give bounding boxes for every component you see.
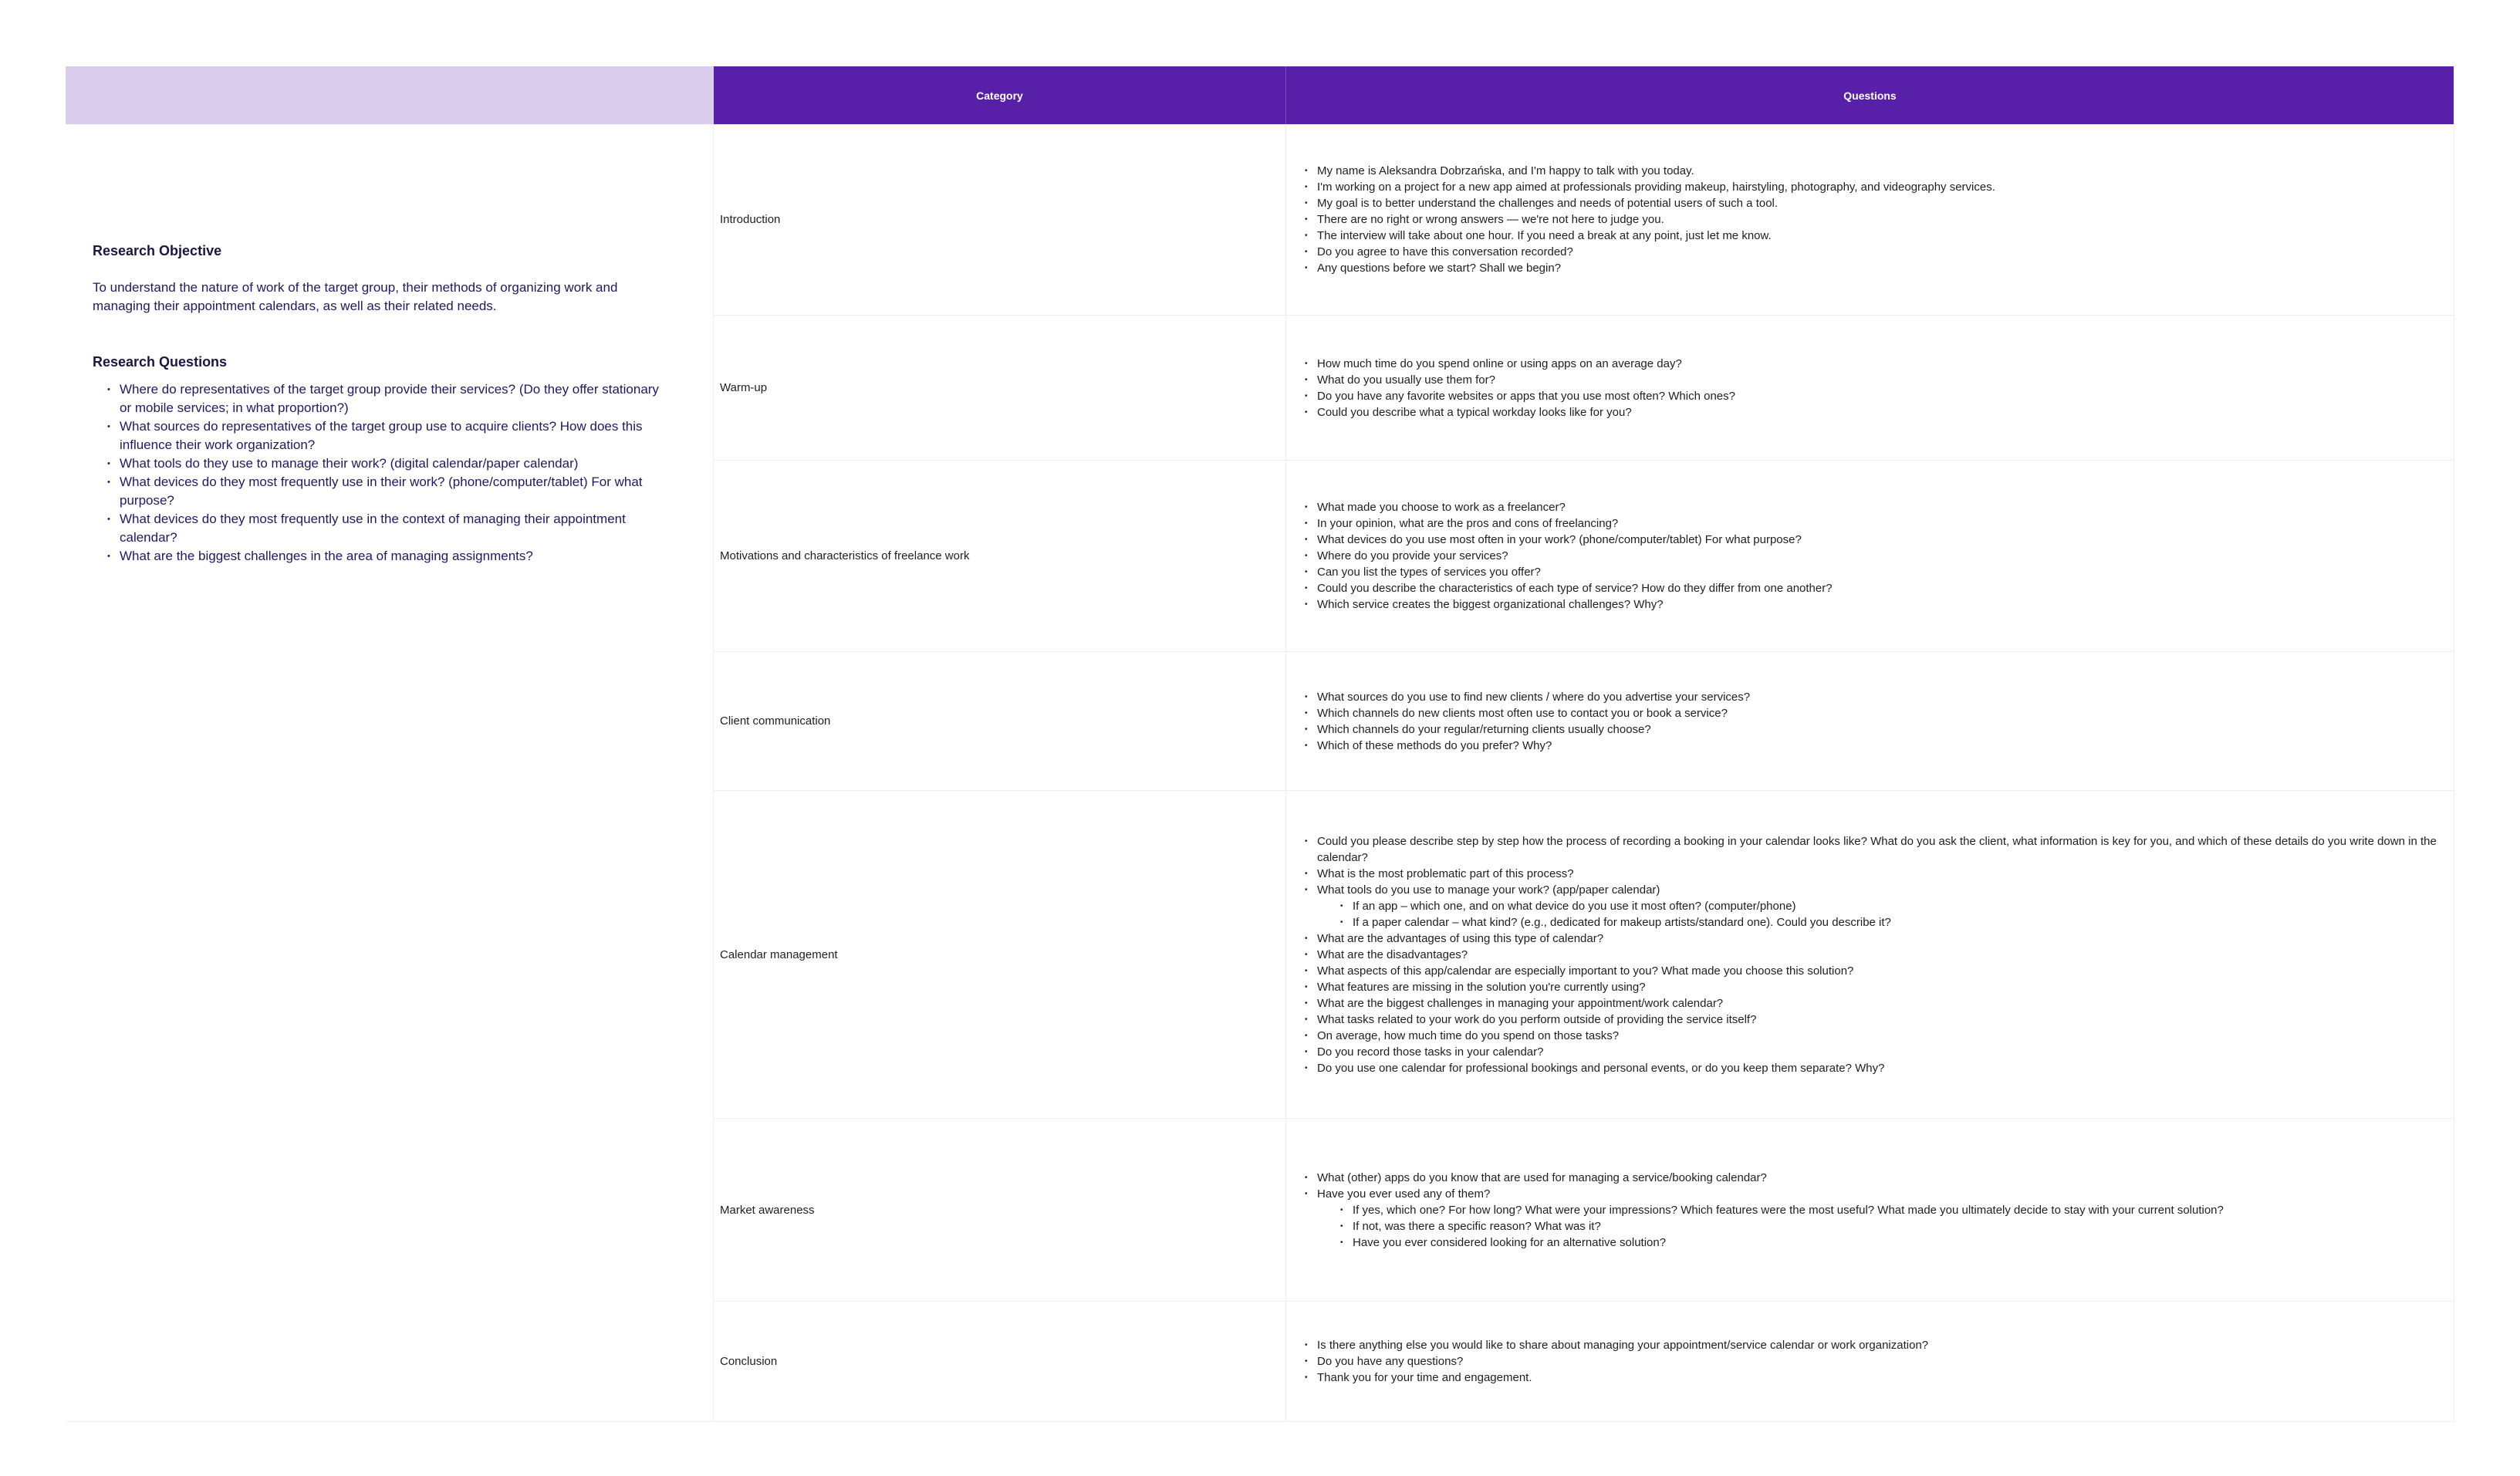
- question-item: • My goal is to better understand the challenges and needs of potential users of such a tool.: [1317, 195, 1995, 211]
- question-item: • Which service creates the biggest organizational challenges? Why?: [1317, 596, 1833, 613]
- research-question-item: • What devices do they most frequently use in the context of managing their appointment calendar?: [120, 510, 660, 547]
- question-item: • On average, how much time do you spend on those tasks?: [1317, 1028, 2446, 1044]
- question-list: [1317, 833, 2446, 1076]
- table-row-market-awareness: [714, 1118, 2454, 1301]
- table-row-client-communication: [714, 651, 2454, 790]
- question-item: • What are the disadvantages?: [1317, 947, 2446, 963]
- question-item: • What made you choose to work as a freelancer?: [1317, 499, 1833, 515]
- category-cell: Conclusion: [714, 1302, 1286, 1421]
- category-cell: Introduction: [714, 124, 1286, 315]
- question-item: • What features are missing in the solution you're currently using?: [1317, 979, 2446, 995]
- question-item: • Thank you for your time and engagement.: [1317, 1370, 1928, 1386]
- questions-cell: [1286, 1119, 2454, 1301]
- question-item: • What tools do you use to manage your work? (app/paper calendar): [1317, 882, 2446, 898]
- question-item: • What is the most problematic part of this process?: [1317, 866, 2446, 882]
- question-item: • There are no right or wrong answers — we're not here to judge you.: [1317, 211, 1995, 228]
- header-left-blank: [66, 66, 714, 124]
- question-item: • Which of these methods do you prefer? Why?: [1317, 738, 1750, 754]
- question-list: [1317, 499, 1833, 613]
- question-item: • Could you describe what a typical workday looks like for you?: [1317, 404, 1735, 421]
- question-list: [1317, 356, 1735, 421]
- research-question-item: • What are the biggest challenges in the area of managing assignments?: [120, 547, 660, 566]
- question-item: • Can you list the types of services you offer?: [1317, 564, 1833, 580]
- questions-cell: [1286, 316, 2454, 460]
- question-list: [1317, 1170, 2224, 1251]
- question-item: • How much time do you spend online or using apps on an average day?: [1317, 356, 1735, 372]
- question-item: • Do you record those tasks in your calendar?: [1317, 1044, 2446, 1060]
- sub-question-item: • If yes, which one? For how long? What were your impressions? Which features were the most useful? What made you ultimately decide to stay with your current solution?: [1317, 1202, 2224, 1218]
- category-cell: Market awareness: [714, 1119, 1286, 1301]
- question-item: • Is there anything else you would like to share about managing your appointment/service calendar or work organization?: [1317, 1337, 1928, 1353]
- category-cell: Client communication: [714, 652, 1286, 790]
- question-item: • The interview will take about one hour. If you need a break at any point, just let me know.: [1317, 228, 1995, 244]
- research-objective-text: To understand the nature of work of the target group, their methods of organizing work and managing their appointment calendars, as well as their related needs.: [93, 280, 618, 313]
- question-item: • Which channels do new clients most often use to contact you or book a service?: [1317, 705, 1750, 721]
- questions-cell: [1286, 124, 2454, 315]
- table-row-warm-up: [714, 315, 2454, 460]
- questions-cell: [1286, 461, 2454, 651]
- interview-guide-board: [66, 66, 2454, 1422]
- sub-question-item: • If an app – which one, and on what device do you use it most often? (computer/phone): [1317, 898, 2446, 914]
- sub-question-item: • Have you ever considered looking for an alternative solution?: [1317, 1235, 2224, 1251]
- sub-question-item: • If a paper calendar – what kind? (e.g., dedicated for makeup artists/standard one). Could you describe it?: [1317, 914, 2446, 931]
- question-item: • Where do you provide your services?: [1317, 548, 1833, 564]
- question-item: • I'm working on a project for a new app aimed at professionals providing makeup, hairstyling, photography, and videography services.: [1317, 179, 1995, 195]
- research-question-item: • What sources do representatives of the target group use to acquire clients? How does this influence their work organization?: [120, 417, 660, 454]
- research-question-item: • What tools do they use to manage their work? (digital calendar/paper calendar): [120, 454, 660, 473]
- questions-column-header: Questions: [1286, 66, 2454, 124]
- research-summary-panel: [66, 124, 714, 1421]
- question-item: • Do you agree to have this conversation recorded?: [1317, 244, 1995, 260]
- research-question-item: • What devices do they most frequently use in their work? (phone/computer/tablet) For what purpose?: [120, 473, 660, 510]
- question-item: • What are the biggest challenges in managing your appointment/work calendar?: [1317, 995, 2446, 1012]
- category-column-header: Category: [714, 66, 1286, 124]
- question-item: • What are the advantages of using this type of calendar?: [1317, 931, 2446, 947]
- question-item: • What devices do you use most often in your work? (phone/computer/tablet) For what purpose?: [1317, 532, 1833, 548]
- question-list: [1317, 163, 1995, 276]
- question-item: • Do you have any questions?: [1317, 1353, 1928, 1370]
- category-cell: Calendar management: [714, 791, 1286, 1118]
- sub-question-item: • If not, was there a specific reason? What was it?: [1317, 1218, 2224, 1235]
- question-item: • Could you please describe step by step how the process of recording a booking in your calendar looks like? What do you ask the client, what information is key for you, and which of these details do you write down in the calendar?: [1317, 833, 2446, 866]
- question-item: • What sources do you use to find new clients / where do you advertise your services?: [1317, 689, 1750, 705]
- question-item: • What tasks related to your work do you perform outside of providing the service itself?: [1317, 1012, 2446, 1028]
- questions-cell: [1286, 791, 2454, 1118]
- question-item: • Any questions before we start? Shall we begin?: [1317, 260, 1995, 276]
- research-questions-list: [120, 380, 660, 566]
- table-row-conclusion: [714, 1301, 2454, 1421]
- question-item: • In your opinion, what are the pros and cons of freelancing?: [1317, 515, 1833, 532]
- question-list: [1317, 1337, 1928, 1386]
- questions-cell: [1286, 1302, 2454, 1421]
- question-item: • What do you usually use them for?: [1317, 372, 1735, 388]
- question-item: • My name is Aleksandra Dobrzańska, and I'm happy to talk with you today.: [1317, 163, 1995, 179]
- question-item: • Do you have any favorite websites or apps that you use most often? Which ones?: [1317, 388, 1735, 404]
- question-item: • Which channels do your regular/returning clients usually choose?: [1317, 721, 1750, 738]
- questions-cell: [1286, 652, 2454, 790]
- question-list: [1317, 689, 1750, 754]
- question-item: • What aspects of this app/calendar are especially important to you? What made you choose this solution?: [1317, 963, 2446, 979]
- category-cell: Warm-up: [714, 316, 1286, 460]
- table-row-introduction: [714, 124, 2454, 315]
- table-row-motivations: [714, 460, 2454, 651]
- research-questions-title: Research Questions: [93, 354, 228, 370]
- question-item: • Do you use one calendar for professional bookings and personal events, or do you keep them separate? Why?: [1317, 1060, 2446, 1076]
- question-item: • Have you ever used any of them?: [1317, 1186, 2224, 1202]
- question-item: • What (other) apps do you know that are used for managing a service/booking calendar?: [1317, 1170, 2224, 1186]
- question-item: • Could you describe the characteristics of each type of service? How do they differ from one another?: [1317, 580, 1833, 596]
- table-row-calendar-management: [714, 790, 2454, 1118]
- research-objective-title: Research Objective: [93, 243, 222, 258]
- research-question-item: • Where do representatives of the target group provide their services? (Do they offer stationary or mobile services; in what proportion?): [120, 380, 660, 417]
- category-cell: Motivations and characteristics of freelance work: [714, 461, 1286, 651]
